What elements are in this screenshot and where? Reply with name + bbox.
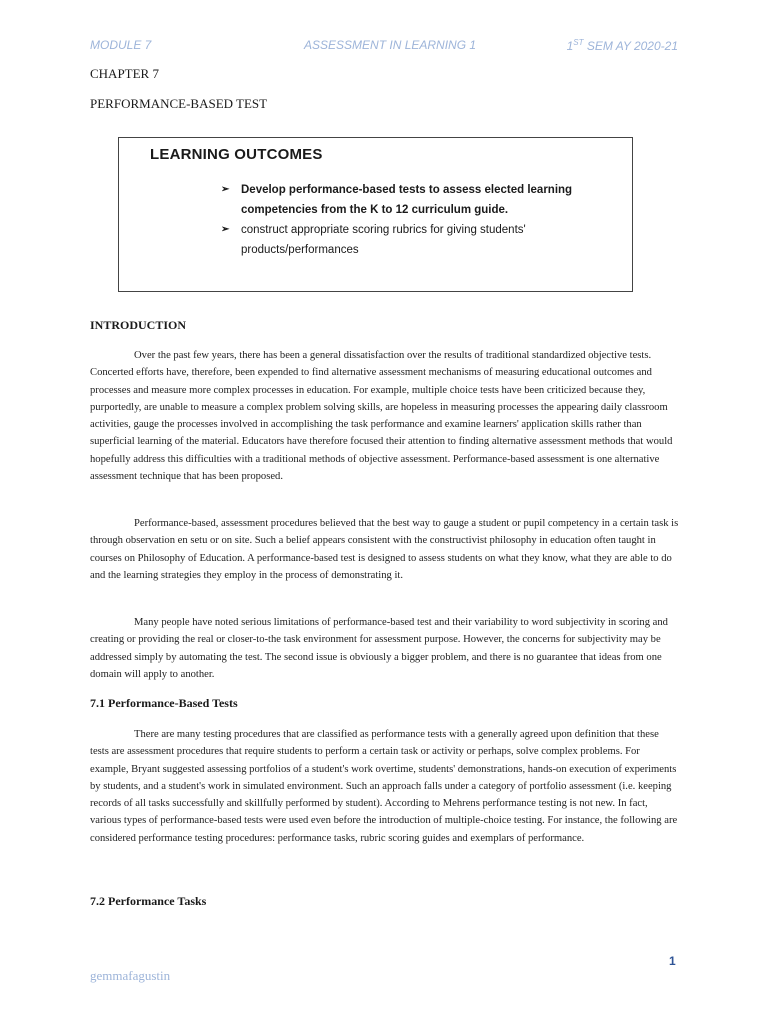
header-course: ASSESSMENT IN LEARNING 1 [304,38,477,52]
outcome-text: Develop performance-based tests to assess elected learning competencies from the K to 12 curriculum guide. [241,184,573,216]
header-module: MODULE 7 [90,38,152,52]
section-7-1-paragraph: There are many testing procedures that are classified as performance tests with a generally agreed upon definition that these tests are assessment procedures that require students to perform a certain task or activity or perhaps, solve complex problems. For example, Bryant suggested assessing portfolios of a student's work overtime, students' demonstrations, hands-on execution of experiments by students, and a student's work in simulated environment. Such an approach falls under a category of portfolio assessment (i.e. keeping records of all tasks successfully and skillfully performed by student). According to Mehrens performance testing is not new. In fact, various types of performance-based tests were used even before the introduction of multiple-choice testing. For instance, the following are considered performance testing procedures: performance tasks, rubric scoring guides and exemplars of performance. [90,729,678,844]
introduction-heading: INTRODUCTION [90,318,187,332]
chapter-title: PERFORMANCE-BASED TEST [90,96,268,111]
section-7-1-heading: 7.1 Performance-Based Tests [90,696,238,710]
learning-outcomes-box [118,137,633,292]
intro-paragraph-2: Performance-based, assessment procedures believed that the best way to gauge a student or pupil competency in a certain task is through observation en setu or on site. Such a belief appears consistent with the constructivist philosophy in education often taught in courses on Philosophy of Education. A performance-based test is designed to assess students on what they know, what they are able to do and the learning strategies they employ in the process of demonstrating it. [90,518,679,581]
arrow-bullet-icon: ➢ [221,224,230,235]
intro-paragraph-3: Many people have noted serious limitations of performance-based test and their variability to word subjectivity in scoring and creating or providing the real or closer-to-the task environment for assessment purpose. However, the concerns for subjectivity may be addressed simply by automating the test. The second issue is obviously a bigger problem, and there is no guarantee that ideas from one domain will apply to another. [90,617,668,680]
header-semester-sup: ST [573,38,584,47]
header-semester-num: 1 [566,39,574,53]
learning-outcomes-heading: LEARNING OUTCOMES [150,146,323,163]
outcome-text: construct appropriate scoring rubrics for giving students' products/performances [241,224,526,256]
section-7-2-heading: 7.2 Performance Tasks [90,894,207,908]
footer-author: gemmafagustin [90,968,171,983]
learning-outcomes-list [221,180,591,260]
list-item [221,180,591,220]
header-semester [567,38,678,53]
arrow-bullet-icon: ➢ [221,184,230,195]
page-header [90,38,678,54]
intro-paragraph-1: Over the past few years, there has been a general dissatisfaction over the results of traditional standardized objective tests. Concerted efforts have, therefore, been expended to find alternative assessment mechanisms of measuring educational outcomes and processes and measure more complex processes in education. For example, multiple choice tests have been criticized because they, purportedly, are unable to measure a complex problem solving skills, are hopeless in measuring processes the appearing daily classroom activities, gauge the processes involved in accomplishing the task performance and examine learners' application skills rather than superficial learning of the material. Educators have therefore focused their attention to finding alternative assessment methods that would hopefully address this difficulties with a traditional methods of objective assessment. Performance-based assessment is one alternative assessment technique that has been proposed. [90,350,673,483]
list-item [221,220,591,260]
chapter-label: CHAPTER 7 [90,66,159,81]
header-semester-text: SEM AY 2020-21 [583,39,678,53]
page-number: 1 [669,954,676,968]
